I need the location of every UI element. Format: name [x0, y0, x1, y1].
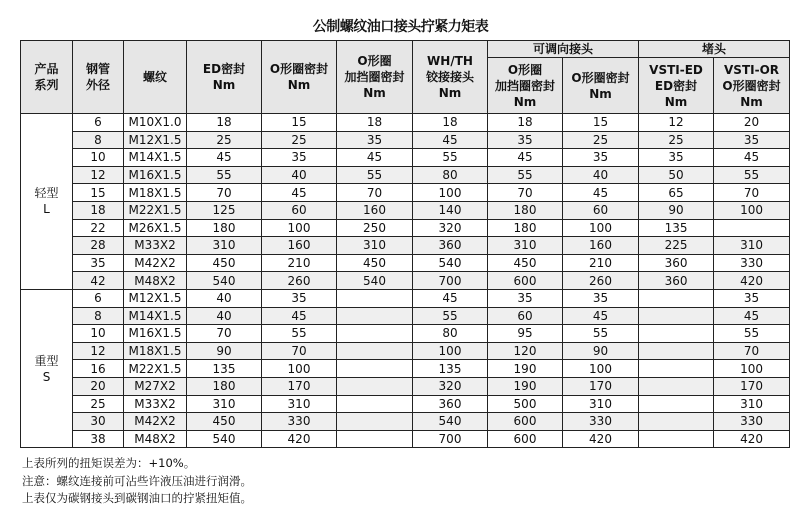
table-row: [21, 184, 790, 202]
page-title: 公制螺纹油口接头拧紧力矩表: [312, 19, 489, 35]
table-row: [21, 272, 790, 290]
table-cell: 210: [563, 254, 639, 272]
table-cell: 210: [262, 254, 337, 272]
table-cell: 30: [73, 413, 124, 431]
table-cell: [639, 289, 714, 307]
table-cell: M48X2: [124, 430, 187, 448]
table-cell: 28: [73, 237, 124, 255]
table-cell: M14X1.5: [124, 307, 187, 325]
table-cell: 55: [488, 166, 563, 184]
table-cell: 135: [413, 360, 488, 378]
table-cell: 540: [187, 430, 262, 448]
table-cell: 18: [488, 114, 563, 132]
table-cell: 420: [714, 272, 790, 290]
table-cell: 8: [73, 307, 124, 325]
table-cell: 260: [563, 272, 639, 290]
table-cell: 65: [639, 184, 714, 202]
table-cell: 20: [73, 377, 124, 395]
table-cell: M10X1.0: [124, 114, 187, 132]
table-row: [21, 131, 790, 149]
table-cell: M33X2: [124, 237, 187, 255]
table-cell: [639, 325, 714, 343]
table-cell: M16X1.5: [124, 325, 187, 343]
header-series: 产品 系列: [21, 41, 73, 114]
table-cell: 45: [488, 149, 563, 167]
table-cell: 18: [187, 114, 262, 132]
table-cell: 90: [639, 201, 714, 219]
table-cell: M16X1.5: [124, 166, 187, 184]
table-cell: M14X1.5: [124, 149, 187, 167]
table-cell: [639, 430, 714, 448]
table-row: [21, 430, 790, 448]
header-o-ring-backup-seal: O形圈 加挡圈密封 Nm: [337, 41, 413, 114]
table-cell: 260: [262, 272, 337, 290]
table-cell: 360: [413, 395, 488, 413]
table-cell: 70: [714, 184, 790, 202]
table-row: [21, 325, 790, 343]
table-cell: 540: [187, 272, 262, 290]
table-cell: M26X1.5: [124, 219, 187, 237]
table-cell: 45: [187, 149, 262, 167]
table-cell: 90: [187, 342, 262, 360]
table-row: [21, 360, 790, 378]
table-cell: 55: [563, 325, 639, 343]
header-banjo-fitting: WH/TH 铰接接头 Nm: [413, 41, 488, 114]
table-row: [21, 289, 790, 307]
table-cell: 360: [413, 237, 488, 255]
table-cell: 18: [337, 114, 413, 132]
table-cell: 25: [639, 131, 714, 149]
table-cell: 100: [714, 201, 790, 219]
note-lubrication: 注意：螺纹连接前可沾些许液压油进行润滑。: [22, 473, 252, 488]
table-cell: 6: [73, 289, 124, 307]
table-cell: 25: [563, 131, 639, 149]
table-cell: 330: [714, 413, 790, 431]
table-cell: 35: [563, 289, 639, 307]
table-cell: 190: [488, 377, 563, 395]
table-cell: 540: [337, 272, 413, 290]
header-adjustable-group: 可调向接头: [488, 41, 639, 58]
table-cell: 60: [563, 201, 639, 219]
table-cell: 160: [337, 201, 413, 219]
table-cell: 540: [413, 254, 488, 272]
table-cell: 45: [262, 307, 337, 325]
table-cell: 310: [187, 395, 262, 413]
table-cell: 16: [73, 360, 124, 378]
table-cell: [639, 360, 714, 378]
table-cell: 50: [639, 166, 714, 184]
table-cell: 450: [187, 254, 262, 272]
table-cell: [639, 307, 714, 325]
table-cell: 310: [488, 237, 563, 255]
table-cell: 35: [337, 131, 413, 149]
table-cell: 45: [714, 149, 790, 167]
table-cell: 310: [187, 237, 262, 255]
table-cell: [337, 377, 413, 395]
table-row: [21, 237, 790, 255]
table-cell: 35: [714, 289, 790, 307]
table-row: [21, 254, 790, 272]
table-cell: M22X1.5: [124, 201, 187, 219]
table-cell: 600: [488, 430, 563, 448]
table-cell: 170: [262, 377, 337, 395]
table-cell: 450: [187, 413, 262, 431]
table-cell: 12: [73, 166, 124, 184]
table-cell: 95: [488, 325, 563, 343]
table-cell: 40: [563, 166, 639, 184]
table-cell: 10: [73, 149, 124, 167]
table-cell: [714, 219, 790, 237]
table-cell: 330: [262, 413, 337, 431]
table-cell: 180: [488, 219, 563, 237]
table-cell: 100: [413, 184, 488, 202]
table-cell: 120: [488, 342, 563, 360]
table-row: [21, 395, 790, 413]
table-cell: 45: [563, 184, 639, 202]
table-cell: 45: [337, 149, 413, 167]
note-tolerance: 上表所列的扭矩误差为：+10%。: [22, 456, 196, 470]
header-plug-vsti-ed: VSTI-ED ED密封 Nm: [639, 58, 714, 114]
header-o-ring-seal: O形圈密封 Nm: [262, 41, 337, 114]
table-cell: 330: [563, 413, 639, 431]
table-cell: 55: [413, 307, 488, 325]
table-cell: M33X2: [124, 395, 187, 413]
table-cell: [337, 430, 413, 448]
table-row: [21, 201, 790, 219]
table-cell: 330: [714, 254, 790, 272]
table-cell: 45: [413, 289, 488, 307]
table-cell: 700: [413, 272, 488, 290]
table-cell: M42X2: [124, 413, 187, 431]
table-cell: 35: [563, 149, 639, 167]
table-cell: 35: [488, 131, 563, 149]
table-cell: 70: [488, 184, 563, 202]
table-cell: 160: [262, 237, 337, 255]
table-cell: 125: [187, 201, 262, 219]
table-cell: M18X1.5: [124, 184, 187, 202]
table-cell: 600: [488, 413, 563, 431]
table-cell: 55: [413, 149, 488, 167]
table-cell: M12X1.5: [124, 131, 187, 149]
table-cell: 450: [337, 254, 413, 272]
table-cell: 135: [639, 219, 714, 237]
table-cell: 310: [262, 395, 337, 413]
table-cell: 140: [413, 201, 488, 219]
table-cell: 180: [187, 377, 262, 395]
table-cell: 310: [714, 237, 790, 255]
notes: [22, 455, 252, 508]
table-cell: 80: [413, 325, 488, 343]
table-cell: 40: [262, 166, 337, 184]
header-plug-vsti-or: VSTI-OR O形圈密封 Nm: [714, 58, 790, 114]
table-row: [21, 413, 790, 431]
table-cell: 540: [413, 413, 488, 431]
table-cell: 15: [563, 114, 639, 132]
header-ed-seal: ED密封 Nm: [187, 41, 262, 114]
table-cell: 55: [714, 166, 790, 184]
table-cell: [337, 413, 413, 431]
table-row: [21, 307, 790, 325]
table-row: [21, 219, 790, 237]
table-cell: [639, 342, 714, 360]
table-cell: 90: [563, 342, 639, 360]
table-cell: 420: [714, 430, 790, 448]
table-cell: 45: [262, 184, 337, 202]
table-cell: 70: [337, 184, 413, 202]
table-cell: 55: [337, 166, 413, 184]
table-cell: 80: [413, 166, 488, 184]
table-cell: 8: [73, 131, 124, 149]
table-cell: [337, 360, 413, 378]
table-cell: [337, 289, 413, 307]
table-cell: 18: [413, 114, 488, 132]
table-cell: 35: [262, 149, 337, 167]
table-cell: 42: [73, 272, 124, 290]
table-cell: 45: [413, 131, 488, 149]
table-cell: 225: [639, 237, 714, 255]
header-thread: 螺纹: [124, 41, 187, 114]
table-cell: 320: [413, 377, 488, 395]
table-cell: 35: [262, 289, 337, 307]
table-cell: 180: [187, 219, 262, 237]
table-cell: [639, 377, 714, 395]
table-cell: 55: [187, 166, 262, 184]
table-cell: [639, 395, 714, 413]
table-row: [21, 377, 790, 395]
table-cell: 40: [187, 289, 262, 307]
table-cell: 55: [714, 325, 790, 343]
table-cell: 22: [73, 219, 124, 237]
header-adjustable-o-ring-backup: O形圈 加挡圈密封 Nm: [488, 58, 563, 114]
table-cell: 170: [563, 377, 639, 395]
table-cell: 100: [563, 219, 639, 237]
table-cell: 100: [563, 360, 639, 378]
table-row: [21, 166, 790, 184]
table-cell: 45: [714, 307, 790, 325]
table-cell: 18: [73, 201, 124, 219]
table-cell: 600: [488, 272, 563, 290]
table-cell: 40: [187, 307, 262, 325]
table-row: [21, 114, 790, 132]
header-outer-diameter: 钢管 外径: [73, 41, 124, 114]
table-cell: M12X1.5: [124, 289, 187, 307]
table-cell: 180: [488, 201, 563, 219]
table-cell: 45: [563, 307, 639, 325]
table-cell: 35: [639, 149, 714, 167]
table-cell: [337, 307, 413, 325]
table-cell: 12: [639, 114, 714, 132]
table-cell: 25: [73, 395, 124, 413]
table-cell: 35: [714, 131, 790, 149]
table-cell: [639, 413, 714, 431]
table-cell: 70: [187, 325, 262, 343]
table-cell: 135: [187, 360, 262, 378]
table-cell: [337, 395, 413, 413]
table-cell: 100: [714, 360, 790, 378]
table-cell: 25: [187, 131, 262, 149]
table-cell: 60: [488, 307, 563, 325]
table-cell: 160: [563, 237, 639, 255]
table-cell: M42X2: [124, 254, 187, 272]
table-cell: 170: [714, 377, 790, 395]
table-cell: 420: [262, 430, 337, 448]
table-cell: 38: [73, 430, 124, 448]
table-cell: 6: [73, 114, 124, 132]
table-cell: 60: [262, 201, 337, 219]
table-cell: 320: [413, 219, 488, 237]
table-cell: 15: [262, 114, 337, 132]
table-cell: 25: [262, 131, 337, 149]
table-row: [21, 342, 790, 360]
table-cell: 500: [488, 395, 563, 413]
table-cell: 310: [714, 395, 790, 413]
table-cell: M18X1.5: [124, 342, 187, 360]
table-cell: 20: [714, 114, 790, 132]
table-row: [21, 149, 790, 167]
torque-table: [20, 40, 790, 448]
series-cell: 轻型 L: [21, 114, 73, 290]
table-cell: 35: [488, 289, 563, 307]
table-cell: 35: [73, 254, 124, 272]
table-cell: [337, 342, 413, 360]
table-cell: M48X2: [124, 272, 187, 290]
table-cell: 10: [73, 325, 124, 343]
header-adjustable-o-ring: O形圈密封 Nm: [563, 58, 639, 114]
table-cell: 360: [639, 272, 714, 290]
table-cell: 70: [262, 342, 337, 360]
table-cell: 15: [73, 184, 124, 202]
table-cell: 360: [639, 254, 714, 272]
table-cell: 450: [488, 254, 563, 272]
table-cell: 310: [563, 395, 639, 413]
table-cell: 190: [488, 360, 563, 378]
table-cell: 100: [262, 219, 337, 237]
table-cell: 70: [187, 184, 262, 202]
header-plug-group: 堵头: [639, 41, 790, 58]
table-cell: 12: [73, 342, 124, 360]
table-cell: 70: [714, 342, 790, 360]
table-cell: 55: [262, 325, 337, 343]
table-cell: [337, 325, 413, 343]
table-cell: M27X2: [124, 377, 187, 395]
table-cell: 420: [563, 430, 639, 448]
table-cell: 700: [413, 430, 488, 448]
table-cell: 250: [337, 219, 413, 237]
series-cell: 重型 S: [21, 289, 73, 447]
table-cell: M22X1.5: [124, 360, 187, 378]
table-cell: 100: [262, 360, 337, 378]
table-cell: 310: [337, 237, 413, 255]
table-cell: 100: [413, 342, 488, 360]
note-material: 上表仅为碳钢接头到碳钢油口的拧紧扭矩值。: [22, 491, 252, 505]
